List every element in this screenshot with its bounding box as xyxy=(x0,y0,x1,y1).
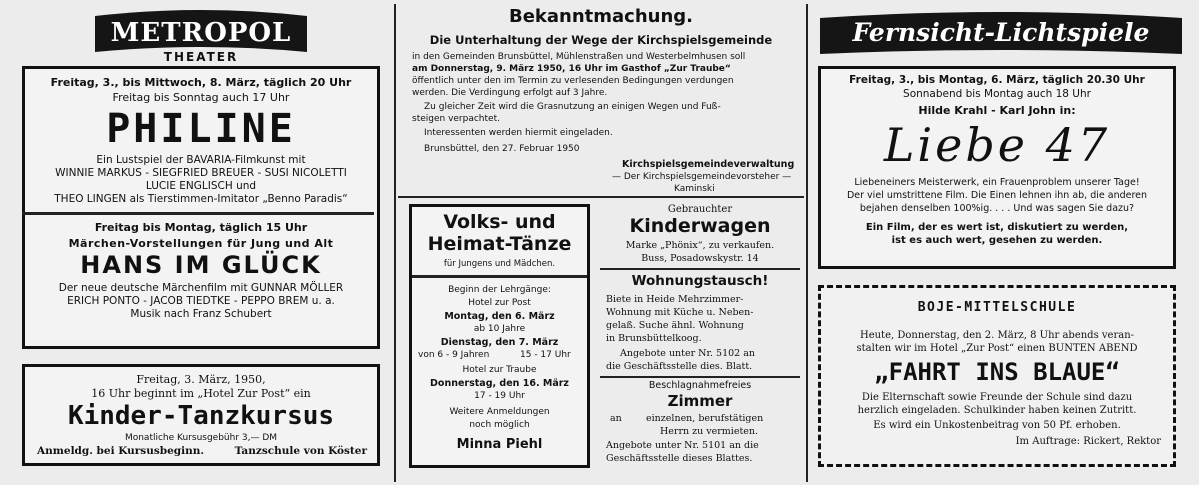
kinderwagen-ad xyxy=(600,204,800,266)
wohnungstausch-rule xyxy=(600,376,800,378)
metropol-dates2: Freitag bis Sonntag auch 17 Uhr xyxy=(112,91,290,104)
metropol-subtitle: THEATER xyxy=(163,50,239,64)
kinderwagen-pre: Gebrauchter xyxy=(667,204,733,215)
volkstanz-title2: Heimat-Tänze xyxy=(427,233,572,255)
volkstanz-l2: Montag, den 6. März xyxy=(444,311,555,322)
kindertanz-left: Anmeldg. bei Kursusbeginn. xyxy=(37,445,205,457)
volkstanz-l4: Dienstag, den 7. März xyxy=(440,337,559,348)
boje-title: BOJE-MITTELSCHULE xyxy=(917,300,1077,315)
kindertanz-right: Tanzschule von Köster xyxy=(234,445,367,457)
volkstanz-sub: für Jungens und Mädchen. xyxy=(443,259,556,269)
zimmer-l3: Angebote unter Nr. 5101 an die xyxy=(606,440,759,451)
column-rule-left xyxy=(394,4,396,482)
volkstanz-ad xyxy=(409,204,590,468)
metropol-matinee-desc: Der neue deutsche Märchenfilm mit GUNNAR MÖLLER xyxy=(58,282,344,294)
bekanntmachung-sig2: — Der Kirchspielsgemeindevorsteher — xyxy=(612,172,792,182)
kindertanz-title: Kinder-Tanzkursus xyxy=(67,401,335,431)
bekanntmachung-subtitle: Die Unterhaltung der Wege der Kirchspielsgemeinde xyxy=(429,33,773,47)
boje-l6: Im Auftrage: Rickert, Rektor xyxy=(1015,436,1161,447)
fernsicht-l3: bejahen denselben 100%ig. . . . Und was sagen Sie dazu? xyxy=(859,203,1135,214)
zimmer-ad xyxy=(600,380,800,472)
volkstanz-header: Beginn der Lehrgänge: xyxy=(448,285,551,295)
wohnungstausch-line-0: Biete in Heide Mehrzimmer- xyxy=(606,294,744,305)
fernsicht-l2: Der viel umstrittene Film. Die Einen lehnen ihn ab, die anderen xyxy=(846,190,1148,201)
bekanntmachung-notice xyxy=(402,6,800,194)
kindertanz-line1: Freitag, 3. März, 1950, xyxy=(136,373,266,386)
wohnungstausch-line-3: in Brunsbüttelkoog. xyxy=(606,333,702,344)
middle-horizontal-rule xyxy=(398,196,804,198)
kinderwagen-rule xyxy=(600,268,800,270)
bekanntmachung-p2-1: steigen verpachtet. xyxy=(412,114,500,124)
volkstanz-l1: Hotel zur Post xyxy=(468,298,531,308)
kindertanz-line2: 16 Uhr beginnt im „Hotel Zur Post“ ein xyxy=(91,387,311,400)
boje-ad xyxy=(818,285,1176,467)
fernsicht-cast: Hilde Krahl - Karl John in: xyxy=(918,104,1076,117)
boje-l1: Heute, Donnerstag, den 2. März, 8 Uhr abends veran- xyxy=(859,330,1135,341)
zimmer-l1a: an xyxy=(610,413,622,424)
volkstanz-title1: Volks- und xyxy=(443,211,556,233)
fernsicht-logo-text: Fernsicht-Lichtspiele xyxy=(852,18,1150,47)
volkstanz-l8: 17 - 19 Uhr xyxy=(474,391,525,401)
metropol-cast3: THEO LINGEN als Tierstimmen-Imitator „Benno Paradis“ xyxy=(54,193,348,205)
fernsicht-l1: Liebeneiners Meisterwerk, ein Frauenproblem unserer Tage! xyxy=(854,177,1140,188)
bekanntmachung-title: Bekanntmachung. xyxy=(508,6,694,27)
fernsicht-content xyxy=(818,66,1176,269)
bekanntmachung-p3: Interessenten werden hiermit eingeladen. xyxy=(424,128,613,138)
volkstanz-l5a: von 6 - 9 Jahren xyxy=(418,350,490,360)
wohnungstausch-line-2: gelaß. Suche ähnl. Wohnung xyxy=(606,320,744,331)
zimmer-pre: Beschlagnahmefreies xyxy=(648,380,752,391)
bekanntmachung-p1-1: am Donnerstag, 9. März 1950, 16 Uhr im Gasthof „Zur Traube“ xyxy=(412,64,731,74)
kindertanz-fee: Monatliche Kursusgebühr 3,— DM xyxy=(124,433,278,443)
metropol-cast1: WINNIE MARKUS - SIEGFRIED BREUER - SUSI NICOLETTI xyxy=(55,167,347,179)
bekanntmachung-sig3: Kaminski xyxy=(674,184,715,194)
volkstanz-l5b: 15 - 17 Uhr xyxy=(520,350,571,360)
boje-l2: stalten wir im Hotel „Zur Post“ einen BUNTEN ABEND xyxy=(856,343,1138,354)
volkstanz-l7: Donnerstag, den 16. März xyxy=(430,378,569,389)
kindertanz-ad xyxy=(22,364,380,466)
metropol-matinee-music: Musik nach Franz Schubert xyxy=(130,308,272,320)
wohnungstausch-line-4: Angebote unter Nr. 5102 an xyxy=(620,348,756,359)
wohnungstausch-title: Wohnungstausch! xyxy=(631,273,769,289)
boje-l4: herzlich eingeladen. Schulkinder haben keinen Zutritt. xyxy=(857,405,1137,416)
metropol-film-title: PHILINE xyxy=(106,106,296,152)
kinderwagen-title: Kinderwagen xyxy=(629,215,771,237)
metropol-matinee-film: HANS IM GLÜCK xyxy=(80,251,322,279)
volkstanz-l10: noch möglich xyxy=(469,420,530,430)
zimmer-title: Zimmer xyxy=(667,392,733,410)
metropol-desc: Ein Lustspiel der BAVARIA-Filmkunst mit xyxy=(96,154,306,166)
volkstanz-l3: ab 10 Jahre xyxy=(473,324,526,334)
boje-l3: Die Elternschaft sowie Freunde der Schule sind dazu xyxy=(861,392,1133,403)
column-rule-right xyxy=(806,4,808,482)
fernsicht-l4: Ein Film, der es wert ist, diskutiert zu werden, xyxy=(865,222,1129,233)
fernsicht-dates: Freitag, 3., bis Montag, 6. März, täglich 20.30 Uhr xyxy=(849,74,1145,86)
volkstanz-l9: Weitere Anmeldungen xyxy=(449,407,550,417)
fernsicht-l5: ist es auch wert, gesehen zu werden. xyxy=(891,235,1103,246)
metropol-matinee-dates: Freitag bis Montag, täglich 15 Uhr xyxy=(94,221,308,234)
bekanntmachung-p1-0: in den Gemeinden Brunsbüttel, Mühlenstraßen und Westerbelmhusen soll xyxy=(412,52,746,62)
volkstanz-divider xyxy=(412,275,587,278)
bekanntmachung-p2-0: Zu gleicher Zeit wird die Grasnutzung an einigen Wegen und Fuß- xyxy=(424,102,721,112)
zimmer-l1b: einzelnen, berufstätigen xyxy=(646,413,764,424)
fernsicht-logo-banner xyxy=(820,8,1182,66)
fernsicht-dates2: Sonnabend bis Montag auch 18 Uhr xyxy=(903,88,1091,100)
metropol-logo-banner xyxy=(95,8,307,66)
metropol-content xyxy=(22,66,380,349)
wohnungstausch-ad xyxy=(600,272,800,372)
metropol-cast2: LUCIE ENGLISCH und xyxy=(145,180,257,192)
volkstanz-name: Minna Piehl xyxy=(456,437,543,452)
kinderwagen-l2: Buss, Posadowskystr. 14 xyxy=(641,253,759,264)
metropol-matinee-cast: ERICH PONTO - JACOB TIEDTKE - PEPPO BREM u. a. xyxy=(67,295,335,307)
kinderwagen-l1: Marke „Phönix“, zu verkaufen. xyxy=(625,240,775,251)
metropol-matinee-title: Märchen-Vorstellungen für Jung und Alt xyxy=(68,237,334,250)
boje-l5: Es wird ein Unkostenbeitrag von 50 Pf. erhoben. xyxy=(873,420,1121,431)
zimmer-l4: Geschäftsstelle dieses Blattes. xyxy=(606,453,753,464)
bekanntmachung-p1-2: öffentlich unter den im Termin zu verlesenden Bedingungen verdungen xyxy=(412,76,734,86)
bekanntmachung-place: Brunsbüttel, den 27. Februar 1950 xyxy=(424,144,580,154)
bekanntmachung-p1-3: werden. Die Verdingung erfolgt auf 3 Jahre. xyxy=(412,88,608,98)
metropol-divider xyxy=(22,212,374,215)
bekanntmachung-sig1: Kirchspielsgemeindeverwaltung xyxy=(622,159,795,170)
volkstanz-l6: Hotel zur Traube xyxy=(462,365,537,375)
boje-headline: „FAHRT INS BLAUE“ xyxy=(874,358,1120,386)
zimmer-l2: Herrn zu vermieten. xyxy=(660,426,759,437)
wohnungstausch-line-5: die Geschäftsstelle dies. Blatt. xyxy=(606,361,753,372)
metropol-dates: Freitag, 3., bis Mittwoch, 8. März, täglich 20 Uhr xyxy=(50,76,352,89)
wohnungstausch-line-1: Wohnung mit Küche u. Neben- xyxy=(606,307,754,318)
fernsicht-film: Liebe 47 xyxy=(883,118,1111,172)
metropol-logo-text: METROPOL xyxy=(110,18,292,48)
